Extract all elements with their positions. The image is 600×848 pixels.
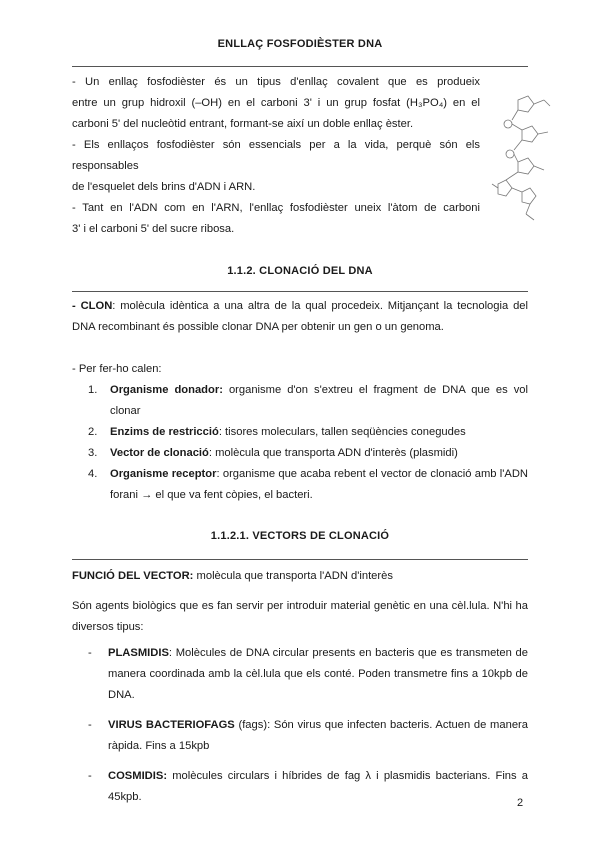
divider (72, 291, 528, 292)
list-text: organisme d'on s'extreu el fragment de DNA que es vol clonar (110, 384, 528, 417)
divider (72, 559, 528, 560)
section-title: 1.1.2.1. VECTORS DE CLONACIÓ (210, 530, 390, 542)
text-line: - Els enllaços fosfodièster són essencials per a la vida, perquè són els (72, 139, 480, 151)
needs-label: - Per fer-ho calen: (72, 363, 162, 375)
list-item (72, 443, 528, 464)
text-line: de l'esquelet dels brins d'ADN i ARN. (72, 181, 256, 193)
list-item (72, 766, 528, 808)
text-line: responsables (72, 160, 139, 172)
text-line: entre un grup hidroxil (–OH) en el carboni 3' i un grup fosfat (H₃PO₄) en el (72, 97, 480, 109)
clon-text: : molècula idèntica a una altra de la qual procedeix. Mitjançant la tecnologia del DNA recombinant és possible clonar DNA per obtenir un gen o un genoma. (72, 300, 528, 333)
text-line: 3' i el carboni 5' del sucre ribosa. (72, 223, 235, 235)
list-number: 2. (88, 426, 98, 438)
intro-paragraph (72, 72, 480, 240)
list-text: (fags): Són virus que infecten bacteris. Actuen de manera ràpida. Fins a 15kpb (108, 719, 528, 752)
list-number: 4. (88, 468, 98, 480)
list-text: molècules circulars i híbrides de fag λ i plasmidis bacterians. Fins a 45kpb. (108, 770, 528, 803)
list-item (72, 643, 528, 706)
list-item (72, 380, 528, 422)
list-number: 1. (88, 384, 98, 396)
list-term: Enzims de restricció (110, 426, 219, 438)
page-number: 2 (517, 797, 524, 809)
list-text: : organisme que acaba rebent el vector de clonació amb l'ADN forani → el que va fent còpies, el bacteri. (110, 468, 528, 501)
function-term: FUNCIÓ DEL VECTOR: (72, 570, 194, 582)
clon-term: - CLON (72, 300, 113, 312)
list-item (72, 715, 528, 757)
vectors-intro: Són agents biològics que es fan servir per introduir material genètic en una cèl.lula. N'hi ha diversos tipus: (72, 600, 528, 633)
text-line: carboni 5' del nucleòtid entrant, formant-se així un doble enllaç èster. (72, 118, 414, 130)
list-bullet: - (88, 647, 92, 659)
list-text: : molècula que transporta ADN d'interès (plasmidi) (208, 447, 458, 459)
list-text: : Molècules de DNA circular presents en bacteris que es transmeten de manera coordinada amb la cèl.lula que els conté. Poden transmetre fins a 10kpb de DNA. (108, 647, 528, 701)
text-line: - Un enllaç fosfodièster és un tipus d'enllaç covalent que es produeix (72, 76, 480, 88)
vectors-list (72, 643, 528, 808)
divider (72, 66, 528, 67)
clon-definition (72, 296, 528, 338)
list-term: Vector de clonació (110, 447, 209, 459)
list-term: Organisme receptor (110, 468, 217, 480)
list-text: : tisores moleculars, tallen seqüències conegudes (218, 426, 466, 438)
molecule-diagram-icon (488, 88, 554, 228)
list-number: 3. (88, 447, 98, 459)
list-term: PLASMIDIS (108, 647, 169, 659)
text-line: - Tant en l'ADN com en l'ARN, l'enllaç fosfodièster uneix l'àtom de carboni (72, 202, 480, 214)
section-title: 1.1.2. CLONACIÓ DEL DNA (227, 265, 373, 277)
requirements-list (72, 380, 528, 506)
list-bullet: - (88, 719, 92, 731)
list-term: Organisme donador: (110, 384, 223, 396)
list-bullet: - (88, 770, 92, 782)
list-item (72, 464, 528, 506)
list-item (72, 422, 528, 443)
list-term: VIRUS BACTERIOFAGS (108, 719, 235, 731)
page-title: ENLLAÇ FOSFODIÈSTER DNA (217, 38, 383, 50)
list-term: COSMIDIS: (108, 770, 168, 782)
vector-function (72, 566, 528, 587)
function-text: molècula que transporta l'ADN d'interès (193, 570, 393, 582)
